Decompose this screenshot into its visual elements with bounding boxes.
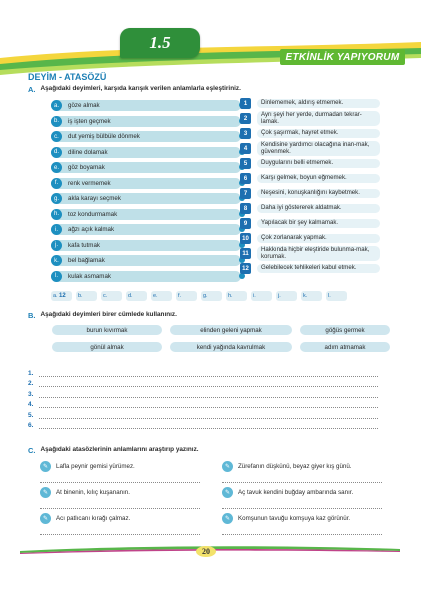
idiom-item	[51, 147, 241, 158]
answer-box[interactable]	[76, 291, 97, 301]
page-number: 20	[196, 546, 216, 557]
meaning-number: 2	[240, 113, 251, 124]
meaning-item	[240, 126, 380, 141]
meaning-number: 11	[240, 248, 251, 259]
answer-row	[51, 291, 371, 302]
answer-line[interactable]	[40, 507, 200, 509]
answer-letter: i.	[253, 293, 256, 299]
idiom-item	[51, 193, 241, 204]
idiom-text: ağzı açık kalmak	[68, 226, 115, 233]
meaning-number: 1	[240, 98, 251, 109]
sentence-line[interactable]	[28, 408, 378, 419]
meaning-number: 5	[240, 158, 251, 169]
pencil-icon: ✎	[222, 487, 233, 498]
proverb-text: Zürefanın düşkünü, beyaz giyer kış günü.	[238, 463, 352, 470]
meaning-item	[240, 96, 380, 111]
answer-letter: e.	[153, 293, 158, 299]
idiom-item	[51, 224, 241, 235]
idiom-text: iş işten geçmek	[68, 117, 111, 125]
idiom-item	[51, 240, 241, 251]
meaning-item	[240, 156, 380, 171]
meaning-text: Duygularını belli etmemek.	[257, 159, 380, 168]
answer-box[interactable]	[101, 291, 122, 301]
idiom-pill: kendi yağında kavrulmak	[170, 342, 292, 352]
answer-letter: h.	[228, 293, 233, 299]
idiom-pill: gönül almak	[52, 342, 162, 352]
idiom-letter: b.	[51, 116, 62, 127]
meaning-text: Karşı gelmek, boyun eğmemek.	[257, 174, 380, 183]
activity-title: ETKİNLİK YAPIYORUM	[280, 49, 405, 65]
meaning-item	[240, 141, 380, 156]
section-a-instruction: Aşağıdaki deyimleri, karşıda karışık verilen anlamlarla eşleştiriniz.	[40, 85, 241, 92]
proverb-item	[222, 461, 352, 472]
section-b-letter: B.	[28, 311, 36, 320]
line-number: 2.	[28, 380, 34, 387]
idiom-letter: d.	[51, 147, 62, 158]
section-a-letter: A.	[28, 85, 36, 94]
answer-value: 12	[59, 293, 66, 299]
section-c-instruction: Aşağıdaki atasözlerinin anlamlarını araştırıp yazınız.	[40, 446, 199, 453]
sentence-line[interactable]	[28, 419, 378, 430]
line-number: 1.	[28, 369, 34, 377]
meaning-number: 3	[240, 128, 251, 139]
meaning-text: Daha iyi göstererek aldatmak.	[257, 204, 380, 213]
answer-line[interactable]	[222, 533, 382, 535]
answer-line[interactable]	[40, 481, 200, 483]
idiom-pill: elinden geleni yapmak	[170, 325, 292, 335]
answer-box[interactable]	[251, 291, 272, 301]
idiom-text: kafa tutmak	[68, 241, 100, 249]
answer-line[interactable]	[222, 507, 382, 509]
idiom-text: toz kondurmamak	[68, 210, 118, 218]
answer-letter: l.	[328, 293, 331, 299]
idiom-letter: i.	[51, 224, 62, 235]
meaning-text: Yapılacak bir şey kalmamak.	[257, 219, 380, 228]
section-b-idiom-pills	[40, 325, 390, 365]
answer-letter: g.	[203, 293, 208, 299]
proverb-item	[222, 487, 353, 498]
meaning-item	[240, 111, 380, 126]
answer-box[interactable]	[301, 291, 322, 301]
proverb-text: Aç tavuk kendini buğday ambarında sanır.	[238, 489, 354, 496]
meaning-item	[240, 201, 380, 216]
section-title: DEYİM - ATASÖZÜ	[28, 72, 107, 82]
answer-box[interactable]	[126, 291, 147, 301]
dotted-line	[39, 380, 378, 387]
dotted-line	[39, 370, 378, 377]
dotted-line	[39, 391, 378, 398]
meaning-number: 9	[240, 218, 251, 229]
section-a-header	[28, 85, 241, 94]
idiom-item	[51, 131, 241, 142]
answer-letter: a.	[53, 293, 58, 299]
idiom-list	[51, 100, 261, 286]
idiom-text: renk vermemek	[68, 179, 111, 187]
pencil-icon: ✎	[222, 461, 233, 472]
dotted-line	[39, 412, 378, 419]
idiom-item	[51, 255, 241, 266]
sentence-line[interactable]	[28, 387, 378, 398]
idiom-letter: f.	[51, 178, 62, 189]
line-number: 5.	[28, 411, 34, 419]
meaning-item	[240, 261, 380, 276]
meaning-number: 7	[240, 188, 251, 199]
idiom-letter: e.	[51, 162, 62, 173]
proverb-text: Lafla peynir gemisi yürümez.	[56, 463, 135, 470]
answer-box[interactable]	[176, 291, 197, 301]
section-b-header	[28, 311, 177, 320]
idiom-text: diline dolamak	[68, 148, 108, 156]
answer-box[interactable]	[51, 291, 72, 301]
proverb-item	[222, 513, 350, 524]
sentence-line[interactable]	[28, 398, 378, 409]
pencil-icon: ✎	[40, 461, 51, 472]
idiom-item	[51, 271, 241, 282]
meaning-item	[240, 216, 380, 231]
idiom-letter: l.	[51, 271, 62, 282]
meaning-item	[240, 231, 380, 246]
meaning-text: Kendisine yardımcı olacağına inan-mak, güvenmek.	[257, 141, 380, 156]
idiom-letter: k.	[51, 255, 62, 266]
idiom-letter: c.	[51, 131, 62, 142]
meaning-list	[240, 96, 380, 276]
section-c-letter: C.	[28, 446, 36, 455]
pencil-icon: ✎	[40, 513, 51, 524]
proverb-text: Komşunun tavuğu komşuya kaz görünür.	[238, 515, 351, 522]
idiom-letter: g.	[51, 193, 62, 204]
idiom-text: dut yemiş bülbüle dönmek	[68, 133, 140, 140]
idiom-text: akla karayı seçmek	[68, 195, 121, 202]
proverb-text: Acı patlıcanı kırağı çalmaz.	[56, 515, 131, 522]
meaning-text: Hakkında hiçbir eleştiride bulunma-mak, korumak.	[257, 246, 380, 261]
answer-letter: k.	[303, 293, 308, 299]
line-number: 6.	[28, 422, 34, 429]
dotted-line	[39, 401, 378, 408]
idiom-item	[51, 162, 241, 173]
answer-box[interactable]	[201, 291, 222, 301]
answer-letter: d.	[128, 293, 133, 299]
meaning-text: Neşesini, konuşkanlığını kaybetmek.	[257, 189, 380, 198]
answer-line[interactable]	[40, 533, 200, 535]
meaning-number: 4	[240, 143, 251, 154]
meaning-text: Çok zorlanarak yapmak.	[257, 234, 380, 243]
idiom-item	[51, 178, 241, 189]
idiom-item	[51, 116, 241, 127]
sentence-lines	[28, 366, 378, 429]
answer-box[interactable]	[226, 291, 247, 301]
meaning-item	[240, 186, 380, 201]
answer-letter: b.	[78, 293, 83, 299]
answer-box[interactable]	[276, 291, 297, 301]
meaning-item	[240, 171, 380, 186]
sentence-line[interactable]	[28, 377, 378, 388]
section-c-header	[28, 446, 199, 455]
meaning-text: Gelebilecek tehlikeleri kabul etmek.	[257, 264, 380, 273]
pencil-icon: ✎	[222, 513, 233, 524]
idiom-letter: h.	[51, 209, 62, 220]
meaning-number: 8	[240, 203, 251, 214]
idiom-pill: adım atmamak	[300, 342, 390, 352]
proverb-item	[40, 487, 130, 498]
unit-number-badge: 1.5	[120, 28, 200, 58]
idiom-pill: burun kıvırmak	[52, 325, 162, 335]
proverb-item	[40, 513, 130, 524]
meaning-text: Çok şaşırmak, hayret etmek.	[257, 129, 380, 138]
idiom-item	[51, 100, 241, 111]
meaning-number: 6	[240, 173, 251, 184]
pencil-icon: ✎	[40, 487, 51, 498]
idiom-text: kulak asmamak	[68, 272, 111, 280]
meaning-item	[240, 246, 380, 261]
answer-line[interactable]	[222, 481, 382, 483]
answer-letter: f.	[178, 293, 182, 299]
sentence-line[interactable]	[28, 366, 378, 377]
idiom-item	[51, 209, 241, 220]
meaning-text: Dinlememek, aldırış etmemek.	[257, 99, 380, 108]
idiom-pill: göğüs germek	[300, 325, 390, 335]
idiom-letter: j.	[51, 240, 62, 251]
meaning-number: 10	[240, 233, 251, 244]
dotted-line	[39, 422, 378, 429]
section-b-instruction: Aşağıdaki deyimleri birer cümlede kullanınız.	[40, 311, 177, 318]
meaning-number: 12	[240, 263, 251, 274]
line-number: 4.	[28, 401, 34, 408]
idiom-text: bel bağlamak	[68, 257, 105, 264]
answer-letter: j.	[278, 293, 281, 299]
answer-box[interactable]	[326, 291, 347, 301]
idiom-text: göz boyamak	[68, 164, 105, 171]
answer-letter: c.	[103, 293, 108, 299]
answer-box[interactable]	[151, 291, 172, 301]
idiom-letter: a.	[51, 100, 62, 111]
meaning-text: Ayrı şeyi her yerde, durmadan tekrar-lamak.	[257, 111, 380, 126]
line-number: 3.	[28, 390, 34, 398]
proverb-item	[40, 461, 135, 472]
proverb-text: At binenin, kılıç kuşananın.	[56, 489, 130, 496]
idiom-text: göze almak	[68, 102, 100, 109]
